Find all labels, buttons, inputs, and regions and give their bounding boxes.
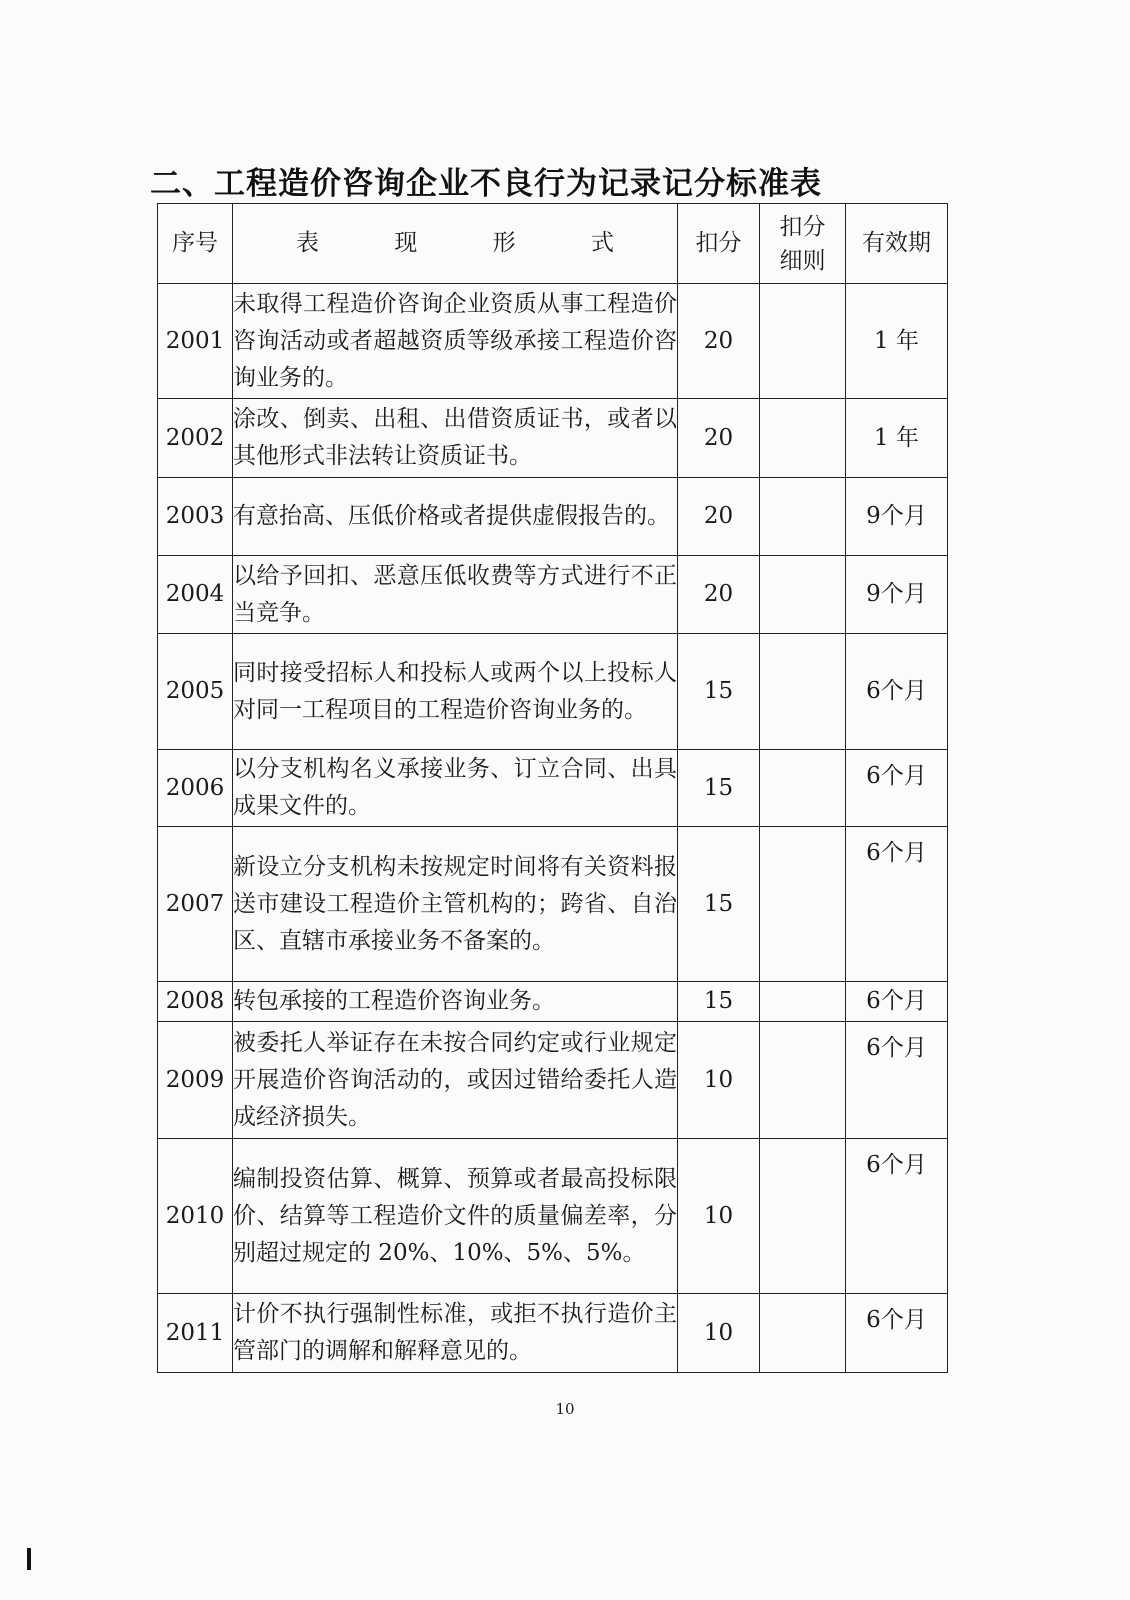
row-validity: 6个月 bbox=[846, 1294, 948, 1373]
row-number: 2008 bbox=[158, 982, 233, 1022]
row-number: 2007 bbox=[158, 827, 233, 982]
row-detail bbox=[760, 827, 846, 982]
row-detail bbox=[760, 399, 846, 478]
table-row bbox=[158, 556, 948, 634]
table-row bbox=[158, 1022, 948, 1139]
row-number: 2001 bbox=[158, 284, 233, 399]
row-deduction: 20 bbox=[678, 556, 760, 634]
row-detail bbox=[760, 1294, 846, 1373]
row-detail bbox=[760, 478, 846, 556]
row-deduction: 10 bbox=[678, 1294, 760, 1373]
header-deduction-detail: 扣分 细则 bbox=[760, 204, 846, 284]
table-row bbox=[158, 982, 948, 1022]
table-row bbox=[158, 750, 948, 827]
row-deduction: 10 bbox=[678, 1139, 760, 1294]
row-validity: 6个月 bbox=[846, 634, 948, 750]
row-deduction: 15 bbox=[678, 634, 760, 750]
row-description: 有意抬高、压低价格或者提供虚假报告的。 bbox=[233, 478, 678, 556]
row-validity: 6个月 bbox=[846, 982, 948, 1022]
row-validity: 6个月 bbox=[846, 1022, 948, 1139]
row-detail bbox=[760, 982, 846, 1022]
row-detail bbox=[760, 750, 846, 827]
header-validity: 有效期 bbox=[846, 204, 948, 284]
row-detail bbox=[760, 634, 846, 750]
row-validity: 6个月 bbox=[846, 750, 948, 827]
row-detail bbox=[760, 284, 846, 399]
row-deduction: 15 bbox=[678, 750, 760, 827]
row-description: 转包承接的工程造价咨询业务。 bbox=[233, 982, 678, 1022]
row-validity: 1 年 bbox=[846, 284, 948, 399]
header-form: 表 现 形 式 bbox=[233, 204, 678, 284]
row-description: 涂改、倒卖、出租、出借资质证书，或者以其他形式非法转让资质证书。 bbox=[233, 399, 678, 478]
row-number: 2009 bbox=[158, 1022, 233, 1139]
row-number: 2006 bbox=[158, 750, 233, 827]
table-row bbox=[158, 284, 948, 399]
row-number: 2005 bbox=[158, 634, 233, 750]
row-deduction: 20 bbox=[678, 399, 760, 478]
row-deduction: 15 bbox=[678, 982, 760, 1022]
row-deduction: 10 bbox=[678, 1022, 760, 1139]
row-description: 被委托人举证存在未按合同约定或行业规定开展造价咨询活动的，或因过错给委托人造成经济损失。 bbox=[233, 1022, 678, 1139]
row-number: 2010 bbox=[158, 1139, 233, 1294]
row-detail bbox=[760, 1022, 846, 1139]
row-description: 以给予回扣、恶意压低收费等方式进行不正当竞争。 bbox=[233, 556, 678, 634]
row-description: 同时接受招标人和投标人或两个以上投标人对同一工程项目的工程造价咨询业务的。 bbox=[233, 634, 678, 750]
row-deduction: 15 bbox=[678, 827, 760, 982]
table-row bbox=[158, 1139, 948, 1294]
table-row bbox=[158, 827, 948, 982]
row-number: 2004 bbox=[158, 556, 233, 634]
row-validity: 9个月 bbox=[846, 478, 948, 556]
row-description: 以分支机构名义承接业务、订立合同、出具成果文件的。 bbox=[233, 750, 678, 827]
row-validity: 6个月 bbox=[846, 827, 948, 982]
row-deduction: 20 bbox=[678, 478, 760, 556]
table-row bbox=[158, 1294, 948, 1373]
row-deduction: 20 bbox=[678, 284, 760, 399]
row-number: 2003 bbox=[158, 478, 233, 556]
scoring-standard-table bbox=[157, 203, 948, 1373]
row-validity: 1 年 bbox=[846, 399, 948, 478]
table-row bbox=[158, 478, 948, 556]
row-description: 计价不执行强制性标准，或拒不执行造价主管部门的调解和解释意见的。 bbox=[233, 1294, 678, 1373]
row-number: 2011 bbox=[158, 1294, 233, 1373]
table-row bbox=[158, 399, 948, 478]
page-number: 10 bbox=[555, 1400, 575, 1418]
row-validity: 9个月 bbox=[846, 556, 948, 634]
scan-edge-mark bbox=[27, 1548, 31, 1570]
row-number: 2002 bbox=[158, 399, 233, 478]
table-row bbox=[158, 634, 948, 750]
header-no: 序号 bbox=[158, 204, 233, 284]
row-description: 未取得工程造价咨询企业资质从事工程造价咨询活动或者超越资质等级承接工程造价咨询业务的。 bbox=[233, 284, 678, 399]
row-detail bbox=[760, 556, 846, 634]
header-deduction: 扣分 bbox=[678, 204, 760, 284]
row-validity: 6个月 bbox=[846, 1139, 948, 1294]
document-title: 二、工程造价咨询企业不良行为记录记分标准表 bbox=[150, 166, 822, 202]
row-description: 编制投资估算、概算、预算或者最高投标限价、结算等工程造价文件的质量偏差率，分别超过规定的 20%、10%、5%、5%。 bbox=[233, 1139, 678, 1294]
table-header-row bbox=[158, 204, 948, 284]
row-detail bbox=[760, 1139, 846, 1294]
row-description: 新设立分支机构未按规定时间将有关资料报送市建设工程造价主管机构的；跨省、自治区、直辖市承接业务不备案的。 bbox=[233, 827, 678, 982]
